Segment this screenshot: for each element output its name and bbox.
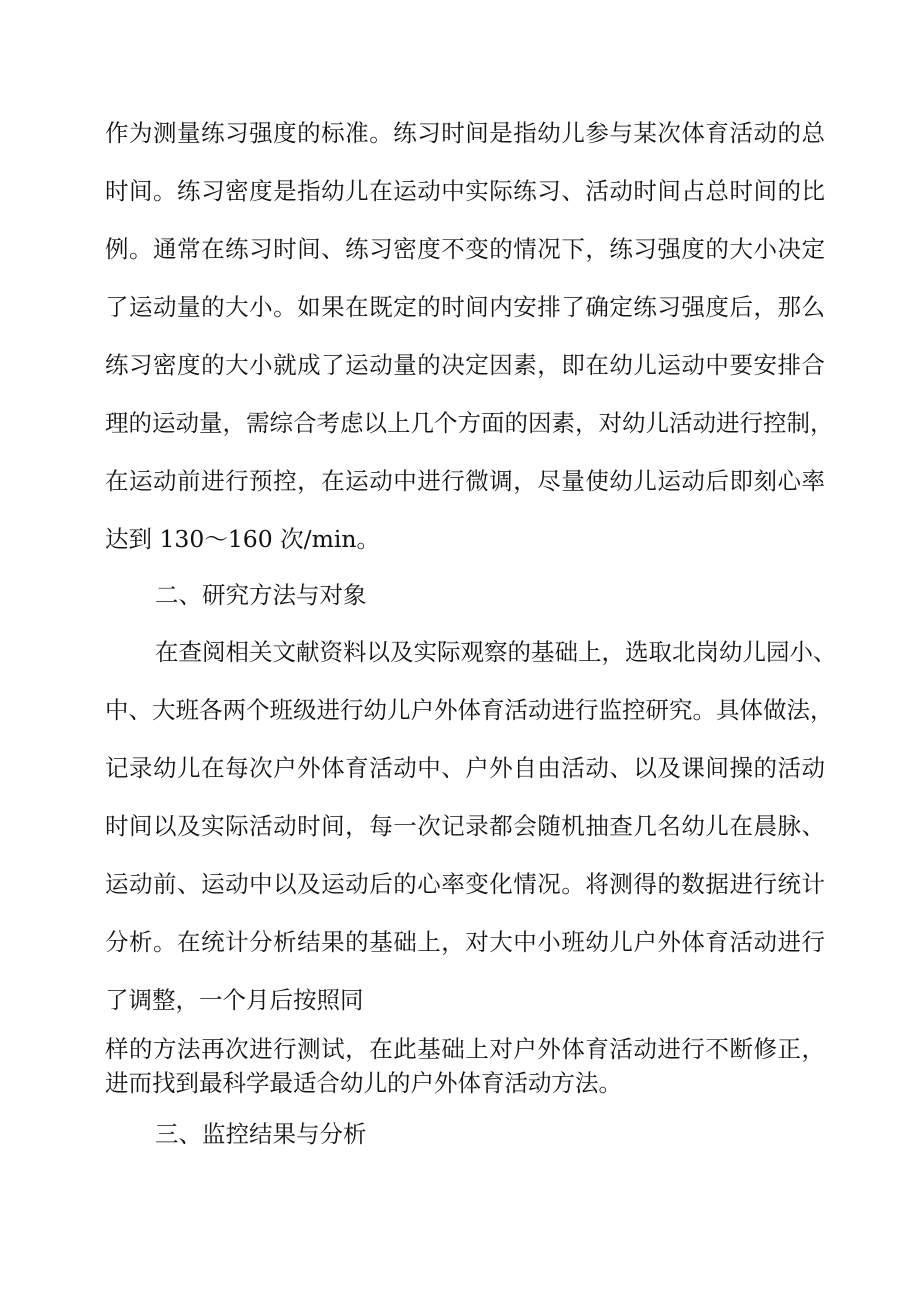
section-3-heading: 三、监控结果与分析 <box>155 1120 367 1148</box>
paragraph-2-line-1: 在查阅相关文献资料以及实际观察的基础上，选取北岗幼儿园小、 <box>155 638 837 666</box>
paragraph-2-line-3: 记录幼儿在每次户外体育活动中、户外自由活动、以及课间操的活动 <box>105 754 825 782</box>
paragraph-1-line-4: 了运动量的大小。如果在既定的时间内安排了确定练习强度后，那么 <box>105 293 825 321</box>
paragraph-1-line-6: 理的运动量，需综合考虑以上几个方面的因素，对幼儿活动进行控制， <box>105 409 834 437</box>
section-2-heading: 二、研究方法与对象 <box>155 581 367 609</box>
paragraph-2-line-2: 中、大班各两个班级进行幼儿户外体育活动进行监控研究。具体做法， <box>105 696 834 724</box>
paragraph-2-line-4: 时间以及实际活动时间，每一次记录都会随机抽查几名幼儿在晨脉、 <box>105 812 825 840</box>
paragraph-2-line-8: 样的方法再次进行测试，在此基础上对户外体育活动进行不断修正， <box>105 1035 825 1063</box>
paragraph-1-line-5: 练习密度的大小就成了运动量的决定因素，即在幼儿运动中要安排合 <box>105 351 825 379</box>
paragraph-1-line-1: 作为测量练习强度的标准。练习时间是指幼儿参与某次体育活动的总 <box>105 119 825 147</box>
paragraph-2-line-6: 分析。在统计分析结果的基础上，对大中小班幼儿户外体育活动进行 <box>105 928 825 956</box>
paragraph-1-line-3: 例。通常在练习时间、练习密度不变的情况下，练习强度的大小决定 <box>105 235 825 263</box>
paragraph-2-line-7: 了调整，一个月后按照同 <box>105 986 364 1014</box>
paragraph-2-line-5: 运动前、运动中以及运动后的心率变化情况。将测得的数据进行统计 <box>105 870 825 898</box>
paragraph-1-line-8: 达到 130～160 次/min。 <box>105 525 381 553</box>
paragraph-1-line-2: 时间。练习密度是指幼儿在运动中实际练习、活动时间占总时间的比 <box>105 177 825 205</box>
paragraph-2-line-9: 进而找到最科学最适合幼儿的户外体育活动方法。 <box>105 1069 622 1097</box>
paragraph-1-line-7: 在运动前进行预控，在运动中进行微调，尽量使幼儿运动后即刻心率 <box>105 467 825 495</box>
